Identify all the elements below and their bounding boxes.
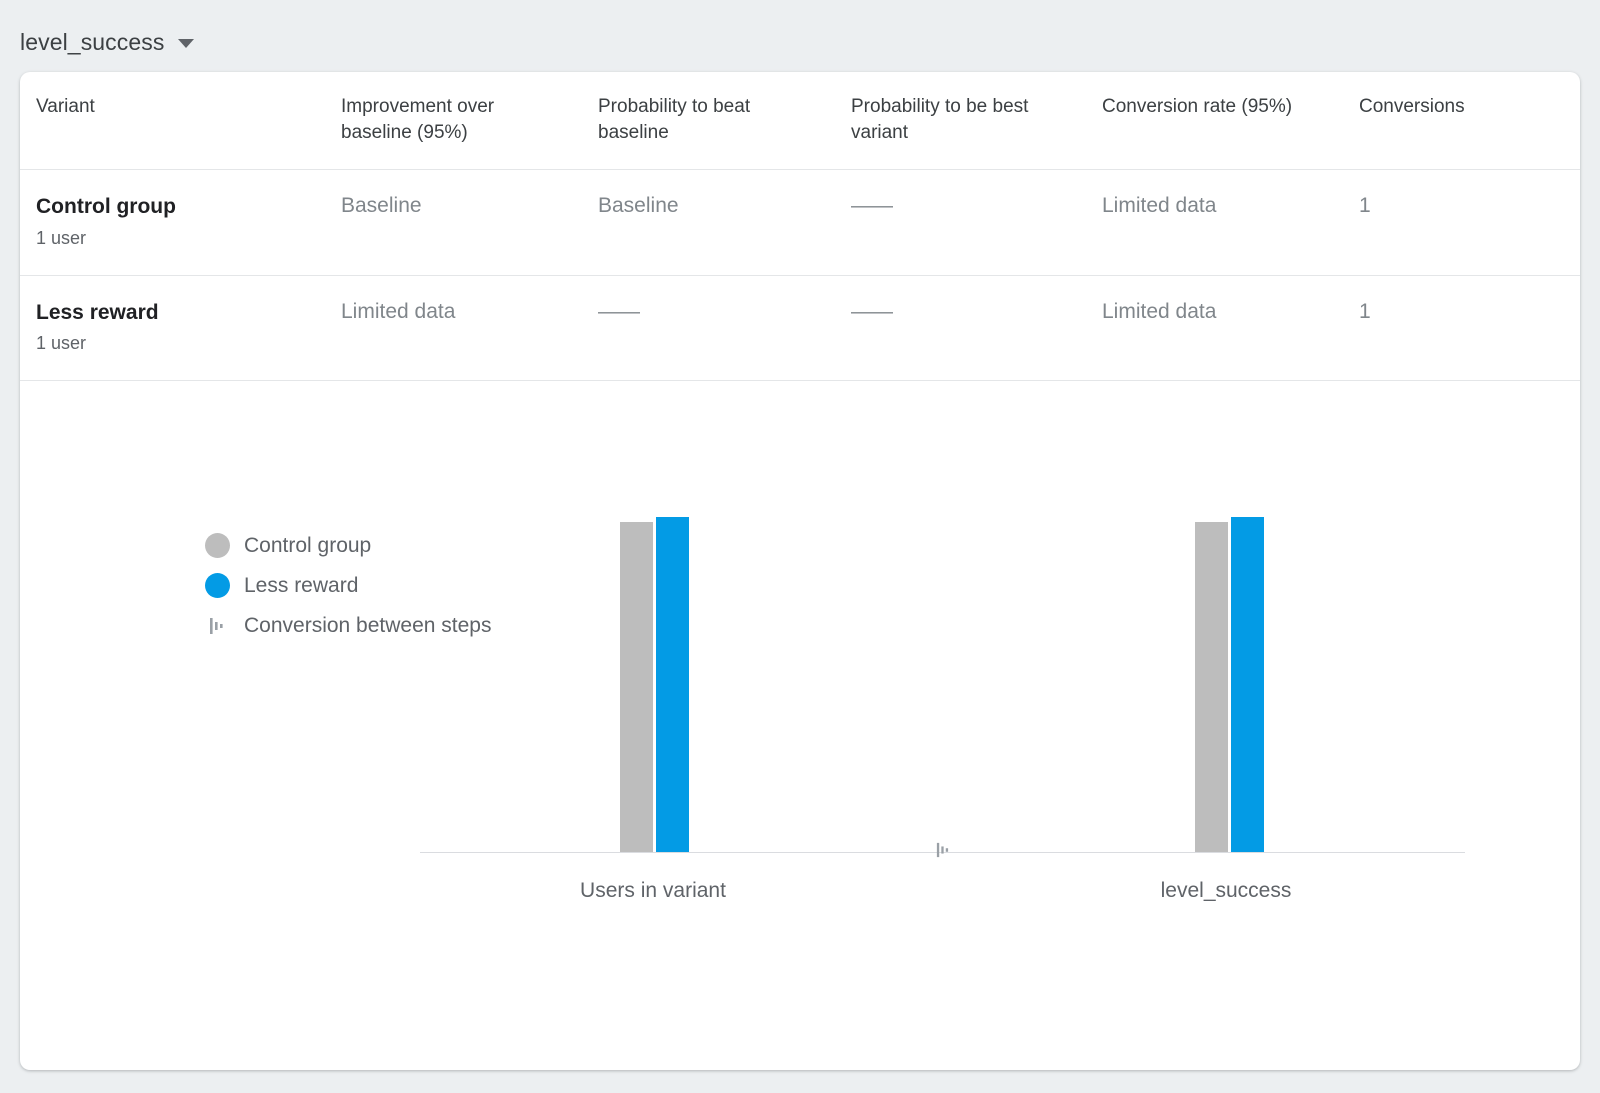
conversion-between-steps-icon xyxy=(205,613,230,638)
table-body xyxy=(20,170,1580,381)
chart-plot xyxy=(420,381,1470,941)
variant-users: 1 user xyxy=(36,332,87,353)
bar-control-group[interactable] xyxy=(620,522,653,852)
column-header-conversions: Conversions xyxy=(1343,72,1580,170)
cell-prob-best-variant: —— xyxy=(835,275,1086,380)
metric-dropdown[interactable] xyxy=(0,0,1600,66)
cell-conversions: 1 xyxy=(1343,275,1580,380)
legend-label: Less reward xyxy=(244,573,359,597)
cell-prob-best-variant: —— xyxy=(835,170,1086,275)
bar-control-group[interactable] xyxy=(1195,522,1228,852)
table-row[interactable] xyxy=(20,275,1580,380)
cell-prob-beat-baseline: —— xyxy=(582,275,835,380)
column-header-prob-best-variant: Probability to be best variant xyxy=(835,72,1086,170)
legend-dot-icon xyxy=(205,573,230,598)
cell-conversions: 1 xyxy=(1343,170,1580,275)
legend-dot-icon xyxy=(205,533,230,558)
cell-improvement: Limited data xyxy=(325,275,582,380)
bar-less-reward[interactable] xyxy=(656,517,689,852)
results-card xyxy=(20,72,1580,1070)
legend-label: Control group xyxy=(244,533,372,557)
cell-prob-beat-baseline: Baseline xyxy=(582,170,835,275)
table-header xyxy=(20,72,1580,170)
cell-variant xyxy=(20,170,325,275)
metric-dropdown-label: level_success xyxy=(20,28,165,55)
cell-variant xyxy=(20,275,325,380)
variant-name: Control group xyxy=(36,195,176,219)
column-header-prob-beat-baseline: Probability to beat baseline xyxy=(582,72,835,170)
chevron-down-icon xyxy=(178,39,194,48)
bar-less-reward[interactable] xyxy=(1231,517,1264,852)
legend-label: Conversion between steps xyxy=(244,613,492,637)
column-header-variant: Variant xyxy=(20,72,325,170)
bar-group-users-in-variant xyxy=(620,517,689,852)
cell-conversion-rate: Limited data xyxy=(1086,275,1343,380)
table-row[interactable] xyxy=(20,170,1580,275)
table-header-row xyxy=(20,72,1580,170)
bar-group-level-success xyxy=(1195,517,1264,852)
variant-name: Less reward xyxy=(36,300,159,324)
x-axis-label-level-success: level_success xyxy=(1160,878,1292,902)
x-axis-label-users-in-variant: Users in variant xyxy=(580,878,726,902)
variants-table xyxy=(20,72,1580,381)
variant-users: 1 user xyxy=(36,227,87,248)
column-header-conversion-rate: Conversion rate (95%) xyxy=(1086,72,1343,170)
funnel-chart xyxy=(20,381,1580,1001)
cell-improvement: Baseline xyxy=(325,170,582,275)
column-header-improvement: Improvement over baseline (95%) xyxy=(325,72,582,170)
cell-conversion-rate: Limited data xyxy=(1086,170,1343,275)
conversion-between-steps-icon xyxy=(935,842,953,863)
